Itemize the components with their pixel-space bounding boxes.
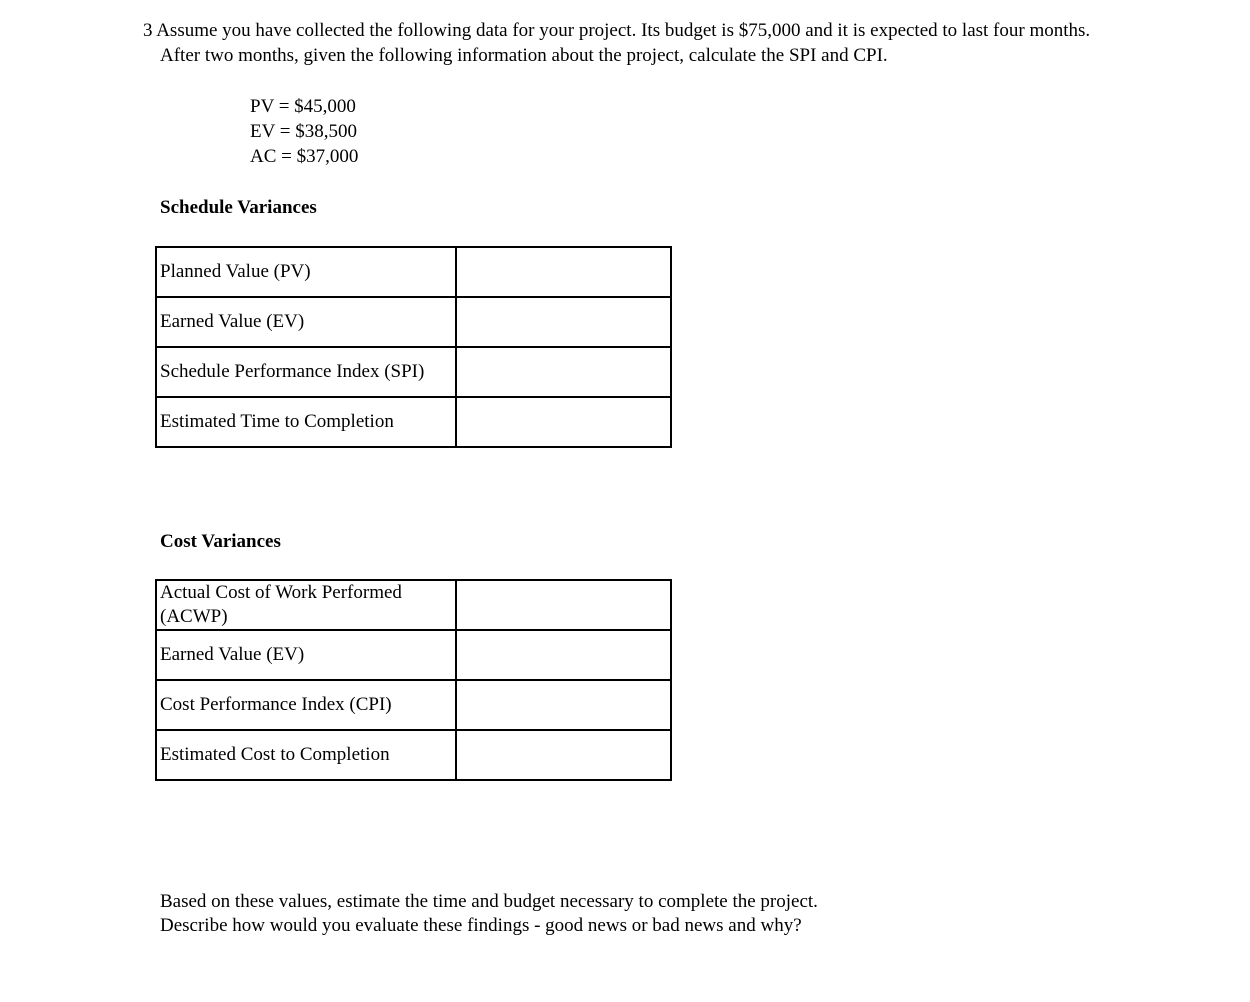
cost-variances-table <box>155 579 672 781</box>
answer-cell[interactable] <box>456 630 671 680</box>
table-row <box>156 347 671 397</box>
table-row <box>156 730 671 780</box>
question-text-line-1: 3 Assume you have collected the following data for your project. Its budget is $75,000 and it is expected to last four months. <box>143 20 1091 41</box>
schedule-variances-heading: Schedule Variances <box>160 197 317 218</box>
row-label: Estimated Cost to Completion <box>156 730 456 780</box>
row-label: Earned Value (EV) <box>156 630 456 680</box>
table-row <box>156 580 671 630</box>
table-row <box>156 247 671 297</box>
row-label: Actual Cost of Work Performed (ACWP) <box>156 580 456 630</box>
answer-cell[interactable] <box>456 397 671 447</box>
table-row <box>156 630 671 680</box>
row-label: Cost Performance Index (CPI) <box>156 680 456 730</box>
answer-cell[interactable] <box>456 730 671 780</box>
answer-cell[interactable] <box>456 347 671 397</box>
row-label: Schedule Performance Index (SPI) <box>156 347 456 397</box>
given-earned-value: EV = $38,500 <box>250 121 357 142</box>
table-row <box>156 680 671 730</box>
table-row <box>156 297 671 347</box>
table-row <box>156 397 671 447</box>
given-actual-cost: AC = $37,000 <box>250 146 359 167</box>
cost-variances-heading: Cost Variances <box>160 531 281 552</box>
row-label: Estimated Time to Completion <box>156 397 456 447</box>
given-planned-value: PV = $45,000 <box>250 96 356 117</box>
answer-cell[interactable] <box>456 247 671 297</box>
answer-cell[interactable] <box>456 580 671 630</box>
row-label: Earned Value (EV) <box>156 297 456 347</box>
answer-cell[interactable] <box>456 680 671 730</box>
answer-cell[interactable] <box>456 297 671 347</box>
question-text-line-2: After two months, given the following information about the project, calculate the SPI and CPI. <box>160 45 888 66</box>
schedule-variances-table <box>155 246 672 448</box>
closing-question-line-2: Describe how would you evaluate these findings - good news or bad news and why? <box>160 915 802 936</box>
row-label: Planned Value (PV) <box>156 247 456 297</box>
closing-question-line-1: Based on these values, estimate the time and budget necessary to complete the project. <box>160 891 818 912</box>
